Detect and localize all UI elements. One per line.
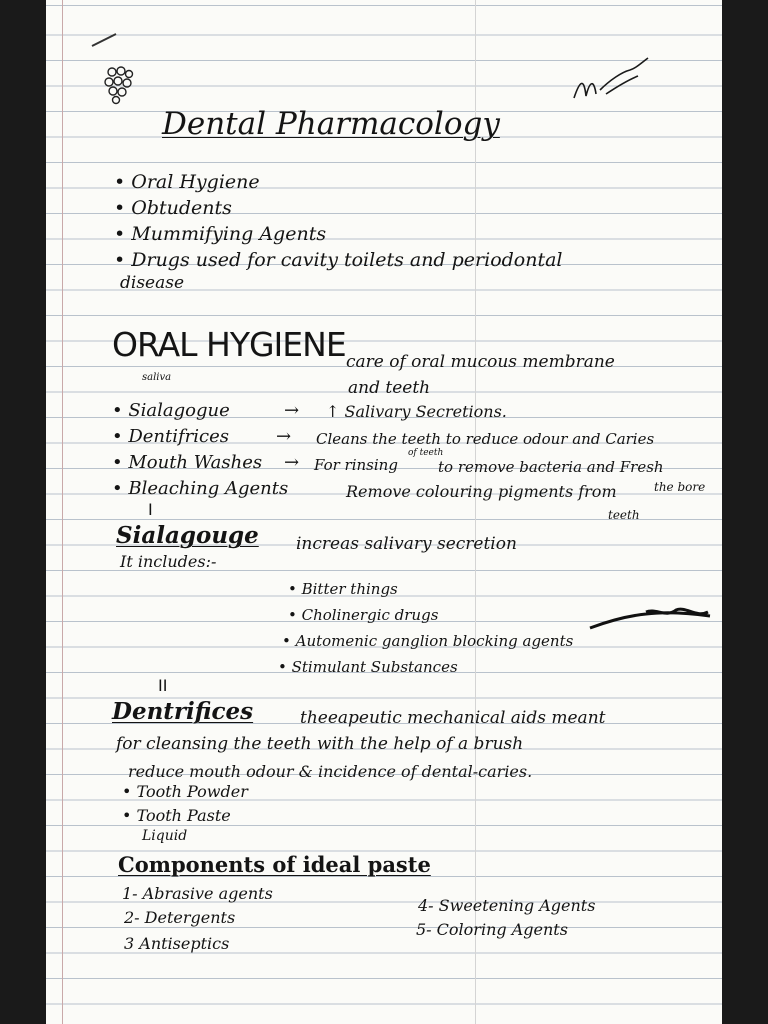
section-numeral: II: [158, 676, 168, 695]
oral-hygiene-item-label: • Dentifrices: [112, 426, 229, 447]
oral-hygiene-item-text: For rinsing: [314, 456, 398, 474]
topic-item-continued: disease: [120, 273, 185, 293]
sialagogue-item: • Bitter things: [288, 580, 398, 598]
notebook-page: [46, 0, 722, 1024]
oral-hygiene-item-label: • Sialagogue: [112, 400, 230, 421]
topic-item: • Oral Hygiene: [114, 171, 260, 193]
dentrifices-desc: theeapeutic mechanical aids meant: [300, 708, 606, 728]
fold-line: [475, 0, 476, 1024]
topic-item: • Obtudents: [114, 197, 232, 219]
oral-hygiene-item-text: Cleans the teeth to reduce odour and Caries: [316, 430, 655, 448]
oral-hygiene-desc: care of oral mucous membrane: [346, 352, 615, 372]
oral-hygiene-item-label: • Mouth Washes: [112, 452, 263, 473]
components-heading: Components of ideal paste: [118, 852, 431, 877]
dentrifices-item: Liquid: [142, 828, 188, 844]
oral-hygiene-note: the bore: [654, 480, 706, 494]
dentrifices-desc: for cleansing the teeth with the help of a brush: [116, 734, 524, 754]
oral-hygiene-heading: ORAL HYGIENE: [112, 325, 346, 364]
oral-hygiene-item-label: • Bleaching Agents: [112, 478, 289, 499]
dentrifices-desc: reduce mouth odour & incidence of dental-caries.: [128, 762, 533, 781]
component-item: 1- Abrasive agents: [122, 884, 273, 903]
topic-item: • Drugs used for cavity toilets and periodontal: [114, 249, 563, 271]
signature-icon: [566, 50, 666, 110]
sialagogue-heading: Sialagouge: [116, 522, 259, 549]
dentrifices-heading: Dentrifices: [112, 698, 254, 725]
page-title: Dental Pharmacology: [162, 106, 500, 142]
oral-hygiene-item-text: to remove bacteria and Fresh: [438, 458, 664, 476]
sialagogue-item: • Automenic ganglion blocking agents: [282, 632, 574, 650]
pen-mark: [90, 30, 120, 50]
arrow-icon: →: [284, 400, 300, 421]
scribble-mark: [586, 606, 716, 632]
section-numeral: I: [148, 500, 153, 519]
component-item: 2- Detergents: [124, 908, 236, 927]
oral-hygiene-item-text: Remove colouring pigments from: [346, 482, 617, 501]
sialagogue-item: • Cholinergic drugs: [288, 606, 439, 624]
sialagogue-item: • Stimulant Substances: [278, 658, 458, 676]
oral-hygiene-note: teeth: [608, 508, 640, 522]
component-item: 5- Coloring Agents: [416, 920, 568, 939]
component-item: 4- Sweetening Agents: [418, 896, 596, 915]
superscript-note: of teeth: [408, 448, 444, 458]
margin-line: [62, 0, 63, 1024]
oral-hygiene-item-text: ↑ Salivary Secretions.: [326, 402, 507, 421]
sialagogue-desc: increas salivary secretion: [296, 534, 517, 554]
sialagogue-includes: It includes:-: [120, 552, 217, 571]
component-item: 3 Antiseptics: [124, 934, 230, 953]
dentrifices-item: • Tooth Powder: [122, 782, 248, 801]
arrow-icon: →: [284, 452, 300, 473]
oral-hygiene-desc: and teeth: [348, 378, 431, 398]
saliva-note: saliva: [142, 372, 172, 383]
stamp-logo-icon: [102, 64, 136, 106]
topic-item: • Mummifying Agents: [114, 223, 327, 245]
arrow-icon: →: [276, 426, 292, 447]
dentrifices-item: • Tooth Paste: [122, 806, 231, 825]
